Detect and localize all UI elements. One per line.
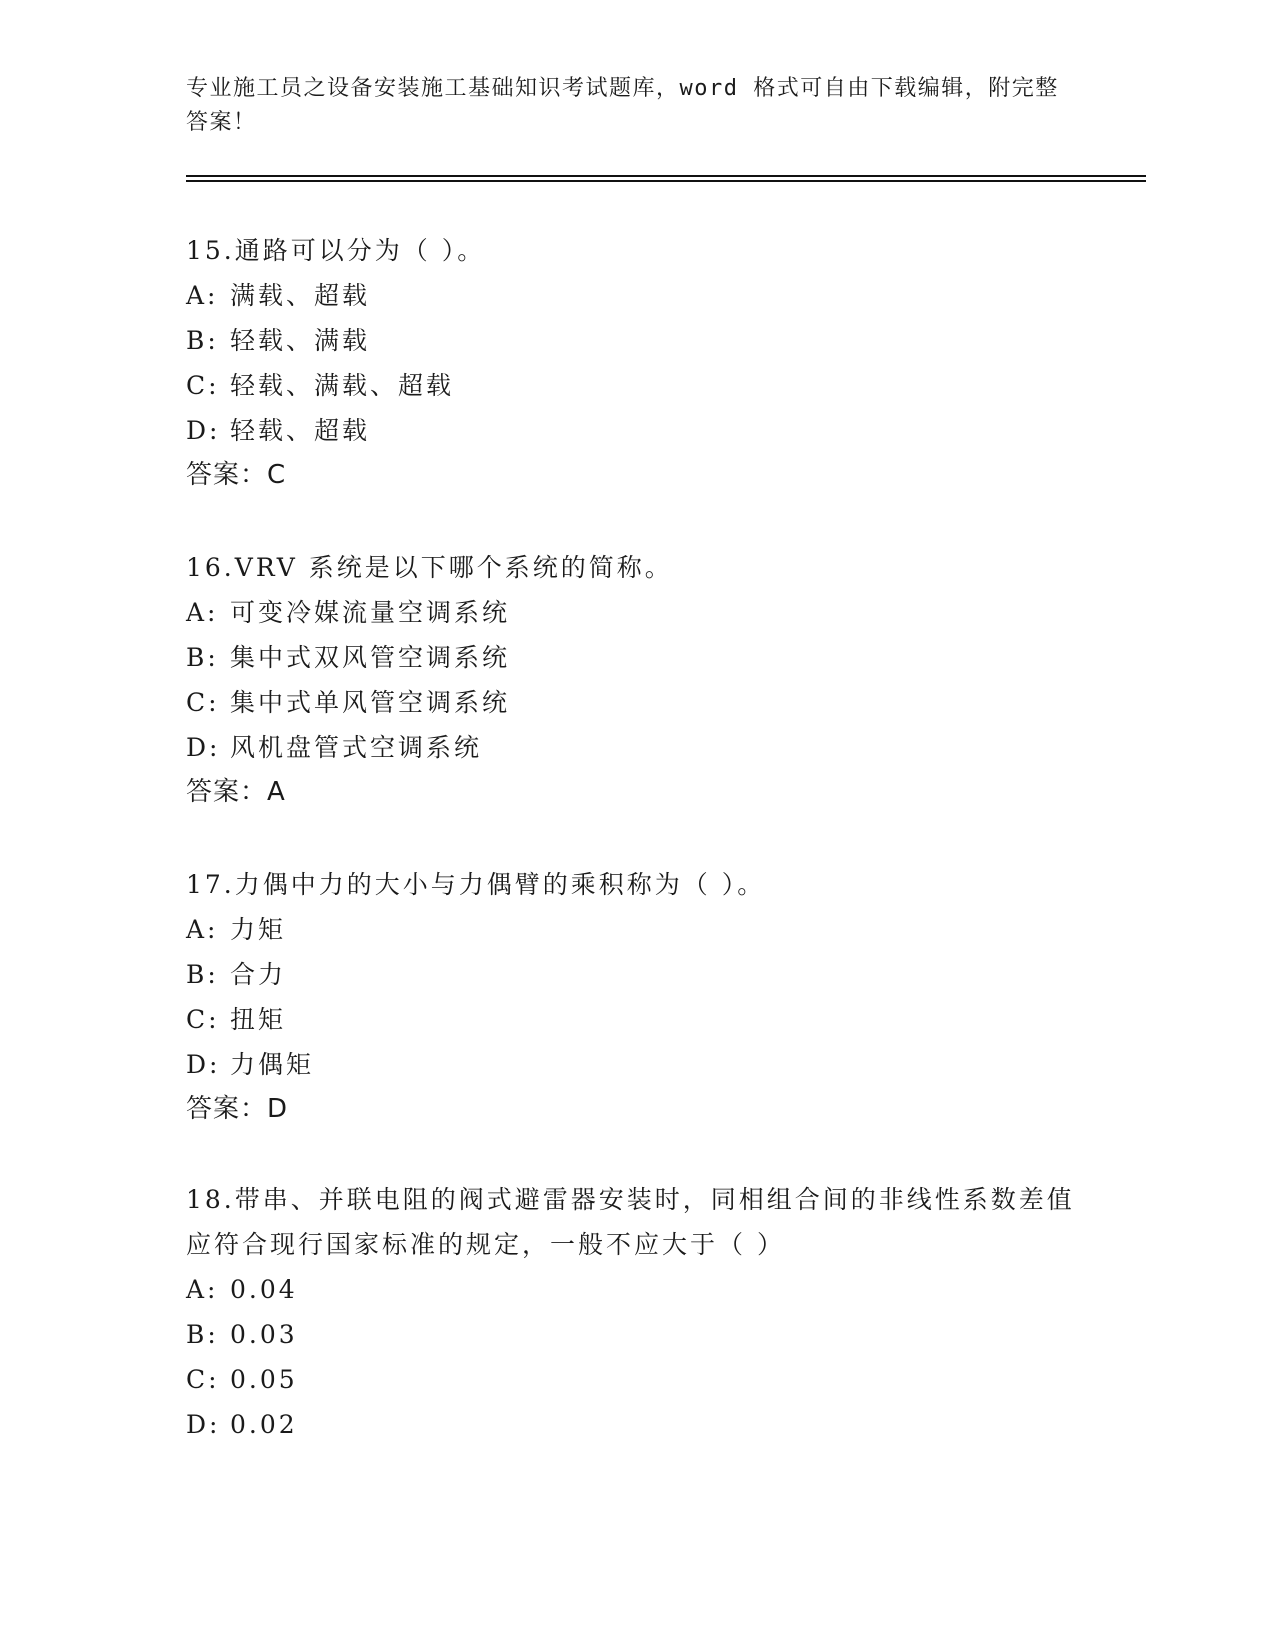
option-text: 风机盘管式空调系统 <box>230 733 483 762</box>
option-text: 扭矩 <box>230 1005 287 1034</box>
question-stem: 18.带串、并联电阻的阀式避雷器安装时，同相组合间的非线性系数差值应符合现行国家标准的规定，一般不应大于（ ） <box>186 1185 1075 1259</box>
option-letter: C: <box>186 371 220 400</box>
option-a <box>186 1267 1086 1312</box>
option-letter: A: <box>186 598 219 627</box>
answer-text: 答案：D <box>186 1094 289 1124</box>
option-letter: D: <box>186 416 221 445</box>
question-17 <box>186 862 1086 1132</box>
option-letter: A: <box>186 281 219 310</box>
option-c <box>186 997 1086 1042</box>
option-b <box>186 1312 1086 1357</box>
option-c <box>186 363 1086 408</box>
option-text: 0.05 <box>230 1365 298 1394</box>
answer-text: 答案：A <box>186 777 286 807</box>
option-text: 集中式单风管空调系统 <box>230 688 511 717</box>
option-text: 满载、超载 <box>230 281 371 310</box>
option-letter: D: <box>186 1410 221 1439</box>
question-15 <box>186 228 1086 498</box>
option-a <box>186 273 1086 318</box>
question-18 <box>186 1177 1086 1447</box>
option-letter: B: <box>186 960 219 989</box>
option-d <box>186 1402 1086 1447</box>
option-text: 合力 <box>230 960 287 989</box>
header-divider-bottom <box>186 180 1146 182</box>
option-text: 集中式双风管空调系统 <box>230 643 511 672</box>
option-letter: C: <box>186 1365 220 1394</box>
option-text: 轻载、满载 <box>230 326 371 355</box>
option-text: 0.04 <box>230 1275 298 1304</box>
option-d <box>186 725 1086 770</box>
option-letter: C: <box>186 688 220 717</box>
question-stem: 16.VRV 系统是以下哪个系统的简称。 <box>186 553 673 582</box>
question-stem: 15.通路可以分为（ ）。 <box>186 236 486 265</box>
option-c <box>186 1357 1086 1402</box>
question-stem: 17.力偶中力的大小与力偶臂的乘积称为（ ）。 <box>186 870 766 899</box>
option-text: 可变冷媒流量空调系统 <box>230 598 511 627</box>
option-b <box>186 318 1086 363</box>
option-letter: B: <box>186 643 219 672</box>
page-header-title: 专业施工员之设备安装施工基础知识考试题库，word 格式可自由下载编辑，附完整答案！ <box>186 76 1059 135</box>
option-text: 力偶矩 <box>230 1050 315 1079</box>
option-letter: B: <box>186 1320 219 1349</box>
option-c <box>186 680 1086 725</box>
option-letter: D: <box>186 1050 221 1079</box>
option-text: 力矩 <box>230 915 287 944</box>
question-16 <box>186 545 1086 815</box>
option-a <box>186 907 1086 952</box>
option-d <box>186 408 1086 453</box>
option-a <box>186 590 1086 635</box>
option-text: 0.03 <box>230 1320 298 1349</box>
option-letter: A: <box>186 915 219 944</box>
option-letter: D: <box>186 733 221 762</box>
answer-text: 答案：C <box>186 460 287 490</box>
header-divider-top <box>186 175 1146 177</box>
option-text: 0.02 <box>230 1410 298 1439</box>
option-b <box>186 952 1086 997</box>
option-letter: C: <box>186 1005 220 1034</box>
option-text: 轻载、满载、超载 <box>230 371 455 400</box>
option-letter: B: <box>186 326 219 355</box>
option-d <box>186 1042 1086 1087</box>
option-b <box>186 635 1086 680</box>
option-text: 轻载、超载 <box>230 416 371 445</box>
option-letter: A: <box>186 1275 219 1304</box>
